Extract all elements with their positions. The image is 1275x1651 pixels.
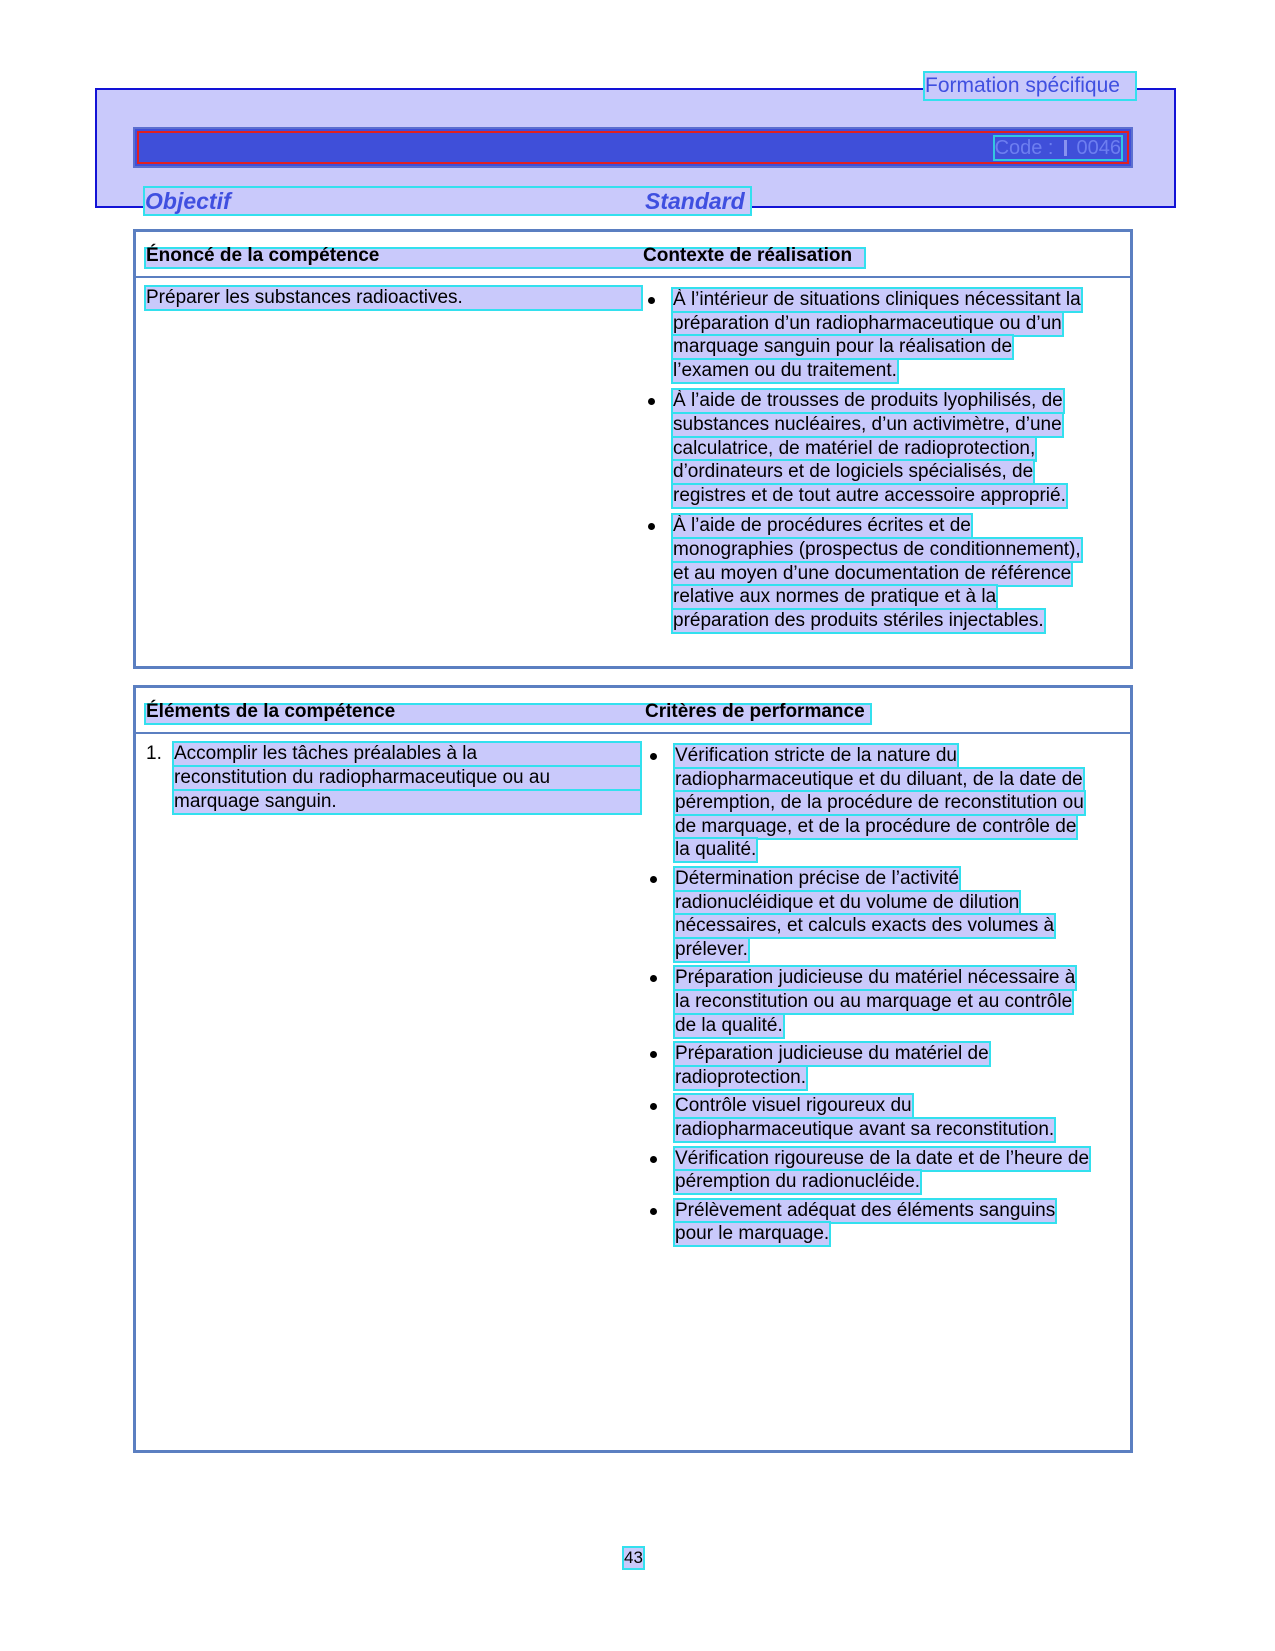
criterion-line: radioprotection.: [675, 1066, 806, 1088]
element-number: 1.: [146, 743, 162, 764]
criteres-title: Critères de performance: [645, 701, 865, 722]
competence-box-header: [136, 232, 1130, 278]
contexte-line: À l’aide de trousses de produits lyophilisés, de: [673, 390, 1063, 412]
contexte-line: marquage sanguin pour la réalisation de: [673, 336, 1013, 358]
criterion-line: nécessaires, et calculs exacts des volumes à: [675, 915, 1055, 937]
criterion-line: péremption, de la procédure de reconstitution ou: [675, 792, 1084, 814]
code-bar-border: [137, 131, 1129, 164]
criterion-line: Prélèvement adéquat des éléments sanguins: [675, 1199, 1056, 1221]
code-value: 0046: [1076, 137, 1121, 159]
criterion-line: radiopharmaceutique avant sa reconstitution.: [675, 1119, 1055, 1140]
criterion-line: la reconstitution ou au marquage et au contrôle: [675, 991, 1073, 1012]
criterion-line: radiopharmaceutique et du diluant, de la date de: [675, 768, 1083, 790]
contexte-line: l’examen ou du traitement.: [673, 359, 897, 381]
bullet: [650, 1156, 657, 1163]
criterion-line: de marquage, et de la procédure de contrôle de: [675, 815, 1077, 837]
contexte-line: À l’aide de procédures écrites et de: [673, 515, 971, 537]
criterion-line: Préparation judicieuse du matériel de: [675, 1043, 989, 1065]
elements-box-header: [136, 688, 1130, 734]
code-label-text: Code :: [994, 137, 1054, 159]
code-separator: [1064, 140, 1067, 156]
criterion-line: la qualité.: [675, 839, 757, 861]
bullet: [648, 523, 655, 530]
elements-title: Éléments de la compétence: [146, 701, 396, 722]
contexte-title: Contexte de réalisation: [643, 245, 853, 266]
contexte-line: préparation des produits stériles injectables.: [673, 609, 1044, 631]
bullet: [648, 297, 655, 304]
element-line: Accomplir les tâches préalables à la: [174, 743, 640, 765]
bullet: [650, 876, 657, 883]
contexte-line: registres et de tout autre accessoire approprié.: [673, 484, 1066, 506]
elements-box: [133, 685, 1133, 1453]
criterion-line: pour le marquage.: [675, 1223, 830, 1245]
contexte-line: monographies (prospectus de conditionnement),: [673, 539, 1081, 560]
contexte-line: relative aux normes de pratique et à la: [673, 586, 997, 608]
criterion-line: radionucléidique et du volume de dilution: [675, 891, 1020, 913]
bullet: [650, 1103, 657, 1110]
contexte-line: et au moyen d’une documentation de référence: [673, 562, 1072, 584]
criterion-line: Vérification rigoureuse de la date et de l’heure de: [675, 1147, 1090, 1169]
page-number: 43: [624, 1548, 643, 1567]
criterion-line: péremption du radionucléide.: [675, 1171, 921, 1193]
criterion-line: Contrôle visuel rigoureux du: [675, 1095, 912, 1117]
bullet: [650, 975, 657, 982]
contexte-line: préparation d’un radiopharmaceutique ou d’un: [673, 312, 1062, 334]
contexte-line: calculatrice, de matériel de radioprotection,: [673, 437, 1036, 459]
contexte-line: d’ordinateurs et de logiciels spécialisés, de: [673, 461, 1034, 483]
bullet: [650, 753, 657, 760]
bullet: [648, 398, 655, 405]
enonce-title: Énoncé de la compétence: [146, 245, 380, 266]
element-line: reconstitution du radiopharmaceutique ou au: [174, 767, 640, 789]
code-bar: [133, 127, 1133, 168]
criterion-line: prélever.: [675, 938, 748, 960]
criterion-line: de la qualité.: [675, 1014, 783, 1036]
criterion-line: Détermination précise de l’activité: [675, 868, 960, 889]
criterion-line: Préparation judicieuse du matériel nécessaire à: [675, 967, 1076, 989]
contexte-line: substances nucléaires, d’un activimètre, d’une: [673, 414, 1062, 435]
code-label: [995, 137, 1121, 159]
objectif-heading: Objectif: [145, 188, 231, 214]
competence-box: [133, 229, 1133, 669]
contexte-line: À l’intérieur de situations cliniques nécessitant la: [673, 289, 1081, 310]
bullet: [650, 1051, 657, 1058]
section-headings: [145, 188, 750, 214]
running-title: Formation spécifique: [925, 73, 1135, 99]
standard-heading: Standard: [645, 188, 745, 214]
bullet: [650, 1208, 657, 1215]
competence-statement: Préparer les substances radioactives.: [146, 287, 641, 309]
criterion-line: Vérification stricte de la nature du: [675, 745, 957, 766]
element-line: marquage sanguin.: [174, 791, 640, 813]
